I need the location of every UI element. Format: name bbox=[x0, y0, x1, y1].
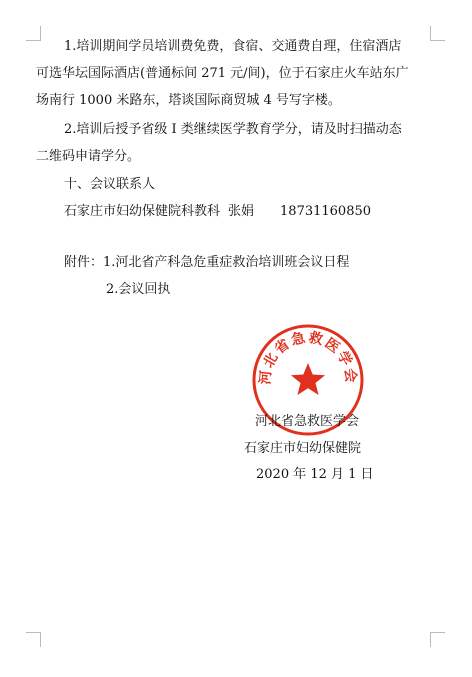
contact-phone: 18731160850 bbox=[280, 204, 372, 219]
paragraph-1-line-2: 可选华坛国际酒店(普通标间 271 元/间)，位于石家庄火车站东广 bbox=[36, 66, 409, 81]
signature-org-2: 石家庄市妇幼保健院 bbox=[244, 441, 362, 456]
page-corner-mark bbox=[26, 632, 41, 647]
attachments-line-1 bbox=[64, 254, 349, 272]
attachments-label: 附件： bbox=[64, 255, 104, 270]
page-corner-mark bbox=[430, 26, 445, 41]
page-corner-mark bbox=[26, 26, 41, 41]
section-heading: 十、会议联系人 bbox=[64, 177, 156, 192]
paragraph-1-line-1: 1.培训期间学员培训费免费，食宿、交通费自理，住宿酒店 bbox=[64, 39, 402, 54]
contact-org: 石家庄市妇幼保健院科教科 bbox=[64, 204, 221, 219]
contact-name: 张娟 bbox=[228, 204, 255, 219]
attachment-item-2: 2.会议回执 bbox=[106, 282, 171, 297]
page-corner-mark bbox=[430, 632, 445, 647]
contact-line bbox=[64, 203, 371, 221]
paragraph-2-line-1: 2.培训后授予省级 I 类继续医学教育学分，请及时扫描动态 bbox=[64, 122, 402, 137]
seal-star-icon bbox=[291, 363, 325, 395]
seal-text: 河北省急救医学会 bbox=[257, 329, 359, 386]
paragraph-1-line-3: 场南行 1000 米路东，塔谈国际商贸城 4 号写字楼。 bbox=[36, 93, 341, 108]
attachment-item-1: 1.河北省产科急危重症救治培训班会议日程 bbox=[103, 255, 350, 270]
signature-date: 2020 年 12 月 1 日 bbox=[256, 467, 374, 482]
paragraph-2-line-2: 二维码申请学分。 bbox=[36, 149, 141, 164]
signature-org-1: 河北省急救医学会 bbox=[255, 414, 360, 429]
